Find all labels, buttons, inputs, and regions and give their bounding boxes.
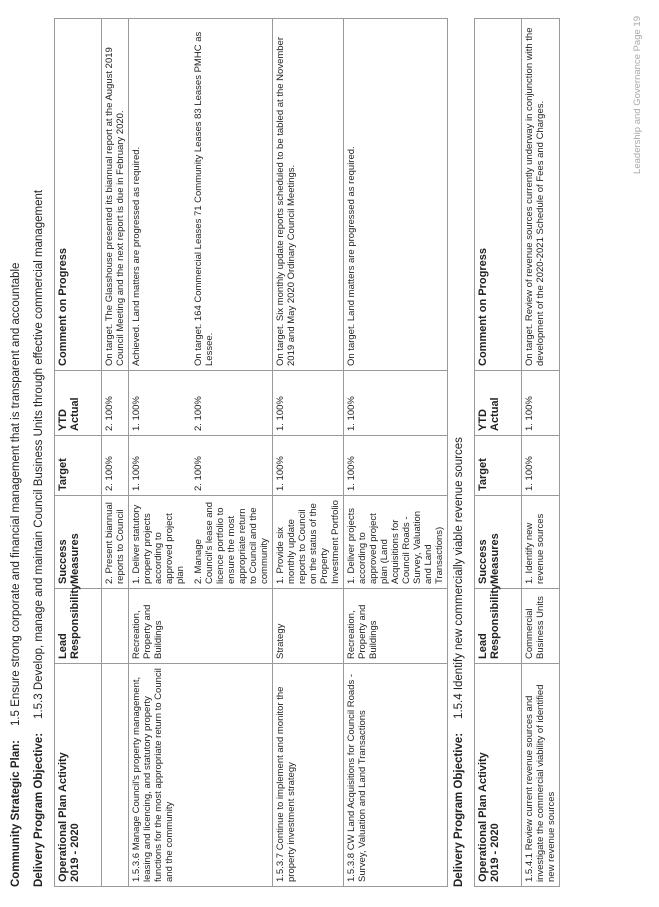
comment-entry: On target. Review of revenue sources currently underway in conjunction with the development of the 2020-2021 Schedule of Fees and Charges. (524, 27, 546, 366)
ytd-entry: 2. 100% (104, 396, 115, 431)
delivery-objective-heading-1 (33, 190, 45, 887)
ytd-entry: 1. 100% (346, 396, 357, 431)
measure-entry: 1. Identify new revenue sources (524, 513, 546, 584)
table-row (522, 19, 560, 887)
target-cell (102, 436, 129, 496)
ytd-entry: 1. 100% (131, 396, 142, 431)
ytd-cell (102, 371, 129, 436)
ytd-entry: 2. 100% (193, 396, 204, 431)
activity-cell: 1.5.4.1 Review current revenue sources and investigate the commercial viability of identified new revenue sources (522, 664, 560, 887)
comment-cell (129, 19, 273, 371)
table-header-row (55, 19, 102, 887)
ytd-cell (344, 371, 448, 436)
measure-cell (102, 496, 129, 589)
ytd-cell (129, 371, 273, 436)
table-row (344, 19, 448, 887)
activity-cell: 1.5.3.7 Continue to implement and monitor the property investment strategy (273, 664, 344, 887)
page-footer: Leadership and Governance Page 19 (632, 16, 643, 174)
lead-cell: Recreation, Property and Buildings (344, 589, 448, 664)
dpo1-text: 1.5.3 Develop, manage and maintain Council Business Units through effective commercial management (33, 189, 45, 719)
measure-entry: 2. Manage Council's lease and licence portfolio to ensure the most appropriate return to Council and the community (193, 501, 270, 584)
target-cell (522, 436, 560, 496)
measure-entry: 1. Deliver statutory property projects according to approved project plan (131, 504, 186, 584)
activity-cell (102, 664, 129, 887)
community-strategic-plan-heading (10, 263, 22, 887)
measure-entry: 2. Present biannual reports to Council (104, 502, 126, 584)
target-cell (273, 436, 344, 496)
target-entry: 1. 100% (275, 456, 286, 491)
comment-entry: Achieved. Land matters are progressed as required. (131, 146, 142, 366)
table-row (102, 19, 129, 887)
header-activity (55, 664, 102, 887)
dpo2-text: 1.5.4 Identify new commercially viable revenue sources (453, 437, 465, 719)
delivery-objective-heading-2 (453, 437, 465, 887)
table-row (273, 19, 344, 887)
comment-entry: On target. 164 Commercial Leases 71 Community Leases 83 Leases PMHC as Lessee. (193, 31, 215, 366)
measure-entry: 1. Provide six monthly update reports to Council on the status of the Property Investment Portfolio (275, 500, 341, 584)
comment-cell (273, 19, 344, 371)
csp-text: 1.5 Ensure strong corporate and financial management that is transparent and accountable (10, 262, 22, 727)
activity-cell: 1.5.3.6 Manage Council's property management, leasing and licencing, and statutory property functions for the most appropriate return to Council and the community (129, 664, 273, 887)
lead-cell (102, 589, 129, 664)
target-cell (129, 436, 273, 496)
table-2-body (522, 19, 560, 887)
target-entry: 2. 100% (193, 456, 204, 491)
dpo2-label: Delivery Program Objective: (453, 732, 465, 887)
comment-entry: On target. Six monthly update reports scheduled to be tabled at the November 2019 and May 2020 Ordinary Council Meetings. (275, 37, 297, 366)
header-activity-line2: 2019 - 2020 (489, 823, 501, 882)
target-entry: 2. 100% (104, 456, 115, 491)
table-row (129, 19, 273, 887)
header-comment: Comment on Progress (475, 19, 522, 371)
ytd-entry: 1. 100% (275, 396, 286, 431)
measure-entry: 1. Deliver projects according to approved project plan (Land Acquisitions for Council Roads - Survey, Valuation and Land Transactions) (346, 507, 445, 584)
ytd-cell (273, 371, 344, 436)
header-lead: Lead Responsibility (55, 589, 102, 664)
header-comment: Comment on Progress (55, 19, 102, 371)
header-measures: Success Measures (55, 496, 102, 589)
header-measures: Success Measures (475, 496, 522, 589)
comment-cell (522, 19, 560, 371)
lead-cell: Commercial Business Units (522, 589, 560, 664)
header-activity-line2: 2019 - 2020 (69, 823, 81, 882)
header-ytd: YTD Actual (475, 371, 522, 436)
lead-cell: Recreation, Property and Buildings (129, 589, 273, 664)
operational-plan-table-1 (54, 18, 448, 887)
dpo1-label: Delivery Program Objective: (33, 732, 45, 887)
comment-entry: On target. Land matters are progressed as required. (346, 146, 357, 366)
header-activity (475, 664, 522, 887)
target-entry: 1. 100% (524, 456, 535, 491)
measure-cell (273, 496, 344, 589)
table-header-row (475, 19, 522, 887)
table-1-body (102, 19, 448, 887)
header-activity-line1: Operational Plan Activity (57, 752, 69, 882)
target-entry: 1. 100% (131, 456, 142, 491)
header-target: Target (475, 436, 522, 496)
comment-entry: On target. The Glasshouse presented its biannual report at the August 2019 Council Meeting and the next report is due in February 2020. (104, 47, 126, 366)
measure-cell (522, 496, 560, 589)
lead-cell: Strategy (273, 589, 344, 664)
comment-cell (344, 19, 448, 371)
header-activity-line1: Operational Plan Activity (477, 752, 489, 882)
target-cell (344, 436, 448, 496)
comment-cell (102, 19, 129, 371)
activity-cell: 1.5.3.8 CW Land Acquisitions for Council Roads - Survey, Valuation and Land Transactions (344, 664, 448, 887)
ytd-entry: 1. 100% (524, 396, 535, 431)
measure-cell (129, 496, 273, 589)
ytd-cell (522, 371, 560, 436)
header-lead: Lead Responsibility (475, 589, 522, 664)
header-ytd: YTD Actual (55, 371, 102, 436)
operational-plan-table-2 (474, 18, 560, 887)
header-target: Target (55, 436, 102, 496)
csp-label: Community Strategic Plan: (10, 740, 22, 887)
measure-cell (344, 496, 448, 589)
target-entry: 1. 100% (346, 456, 357, 491)
